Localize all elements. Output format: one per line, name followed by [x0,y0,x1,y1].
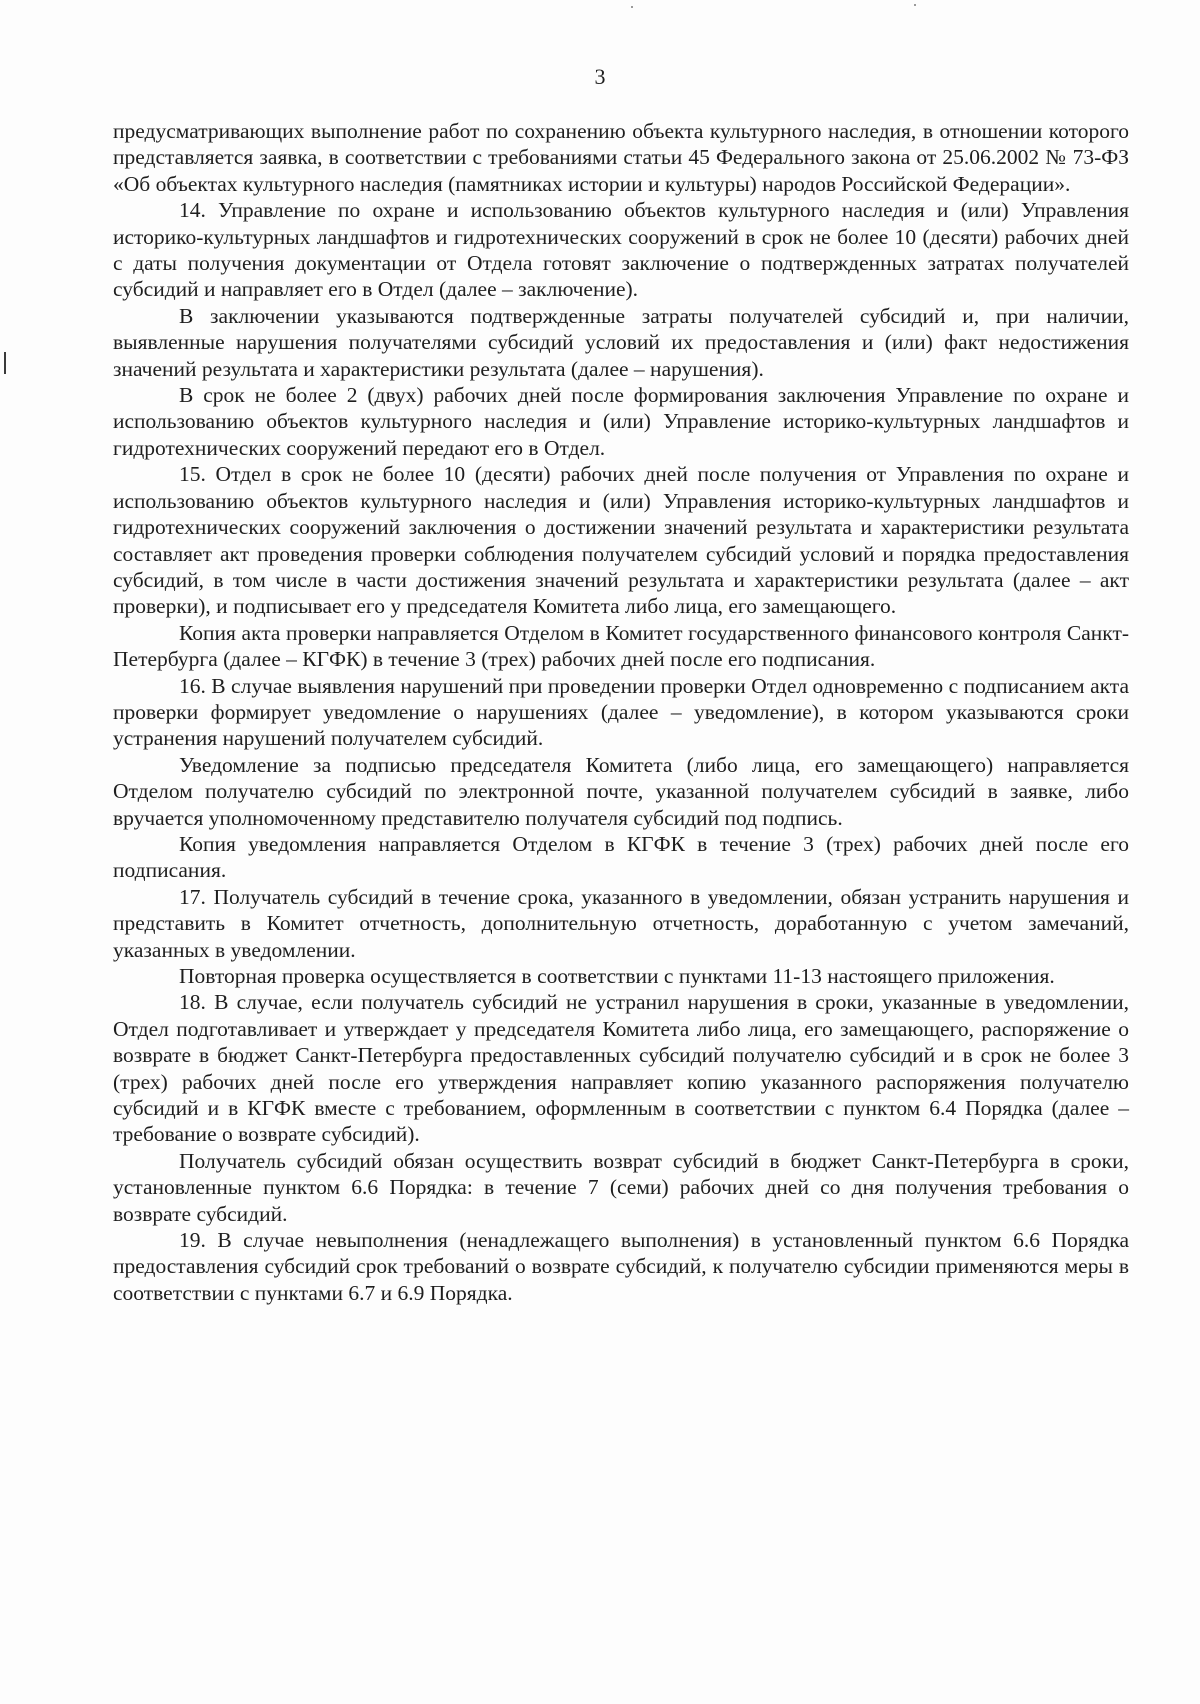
scan-artifact [914,4,916,6]
document-body [113,118,1129,1306]
scan-artifact [4,352,6,374]
paragraph-conclusion-contents: В заключении указываются подтвержденные затраты получателей субсидий и, при наличии, выявленные нарушения получателями субсидий условий их предоставления и (или) факт недостижения значений результата и характеристики результата (далее – нарушения). [113,303,1129,381]
paragraph-item-16: 16. В случае выявления нарушений при проведении проверки Отдел одновременно с подписанием акта проверки формирует уведомление о нарушениях (далее – уведомление), в котором указываются сроки устранения нарушений получателем субсидий. [113,673,1129,751]
paragraph-item-17: 17. Получатель субсидий в течение срока, указанного в уведомлении, обязан устранить нарушения и представить в Комитет отчетность, дополнительную отчетность, доработанную с учетом замечаний, указанных в уведомлении. [113,884,1129,962]
scan-artifact [631,6,633,8]
paragraph-notification: Уведомление за подписью председателя Комитета (либо лица, его замещающего) направляется Отделом получателю субсидий по электронной почте, указанной получателем субсидий в заявке, либо вручается уполномоченному представителю получателя субсидий под подпись. [113,752,1129,830]
paragraph-continuation: предусматривающих выполнение работ по сохранению объекта культурного наследия, в отношении которого представляется заявка, в соответствии с требованиями статьи 45 Федерального закона от 25.06.2002 № 73-ФЗ «Об объектах культурного наследия (памятниках истории и культуры) народов Российской Федерации». [113,119,1129,196]
page-number: 3 [594,64,606,89]
paragraph-refund-obligation: Получатель субсидий обязан осуществить возврат субсидий в бюджет Санкт-Петербурга в сроки, установленные пунктом 6.6 Порядка: в течение 7 (семи) рабочих дней со дня получения требования о возврате субсидий. [113,1148,1129,1226]
paragraph-item-19: 19. В случае невыполнения (ненадлежащего выполнения) в установленный пунктом 6.6 Порядка предоставления субсидий срок требований о возврате субсидий, к получателю субсидии применяются меры в соответствии с пунктами 6.7 и 6.9 Порядка. [113,1228,1129,1305]
paragraph-repeat-check: Повторная проверка осуществляется в соответствии с пунктами 11-13 настоящего приложения. [179,964,1055,988]
paragraph-item-14: 14. Управление по охране и использованию объектов культурного наследия и (или) Управления историко-культурных ландшафтов и гидротехнических сооружений в срок не более 10 (десяти) рабочих дней с даты получения документации от Отдела готовят заключение о подтвержденных затратах получателей субсидий и направляет его в Отдел (далее – заключение). [113,198,1129,302]
paragraph-act-copy: Копия акта проверки направляется Отделом в Комитет государственного финансового контроля Санкт-Петербурга (далее – КГФК) в течение 3 (трех) рабочих дней после его подписания. [113,620,1129,672]
paragraph-item-15: 15. Отдел в срок не более 10 (десяти) рабочих дней после получения от Управления по охране и использованию объектов культурного наследия и (или) Управления историко-культурных ландшафтов и гидротехнических сооружений заключения о достижении значений результата и характеристики результата составляет акт проведения проверки соблюдения получателем субсидий условий и порядка предоставления субсидий, в том числе в части достижения значений результата и характеристики результата (далее – акт проверки), и подписывает его у председателя Комитета либо лица, его замещающего. [113,462,1129,619]
paragraph-item-18: 18. В случае, если получатель субсидий не устранил нарушения в сроки, указанные в уведомлении, Отдел подготавливает и утверждает у председателя Комитета либо лица, его замещающего, распоряжение о возврате в бюджет Санкт-Петербурга предоставленных субсидий получателю субсидий и в срок не более 3 (трех) рабочих дней после его утверждения направляет копию указанного распоряжения получателю субсидий и в КГФК вместе с требованием, оформленным в соответствии с пунктом 6.4 Порядка (далее – требование о возврате субсидий). [113,990,1129,1147]
paragraph-notification-copy: Копия уведомления направляется Отделом в КГФК в течение 3 (трех) рабочих дней после его подписания. [113,831,1129,883]
paragraph-conclusion-transfer: В срок не более 2 (двух) рабочих дней после формирования заключения Управление по охране и использованию объектов культурного наследия и (или) Управление историко-культурных ландшафтов и гидротехнических сооружений передают его в Отдел. [113,383,1129,460]
